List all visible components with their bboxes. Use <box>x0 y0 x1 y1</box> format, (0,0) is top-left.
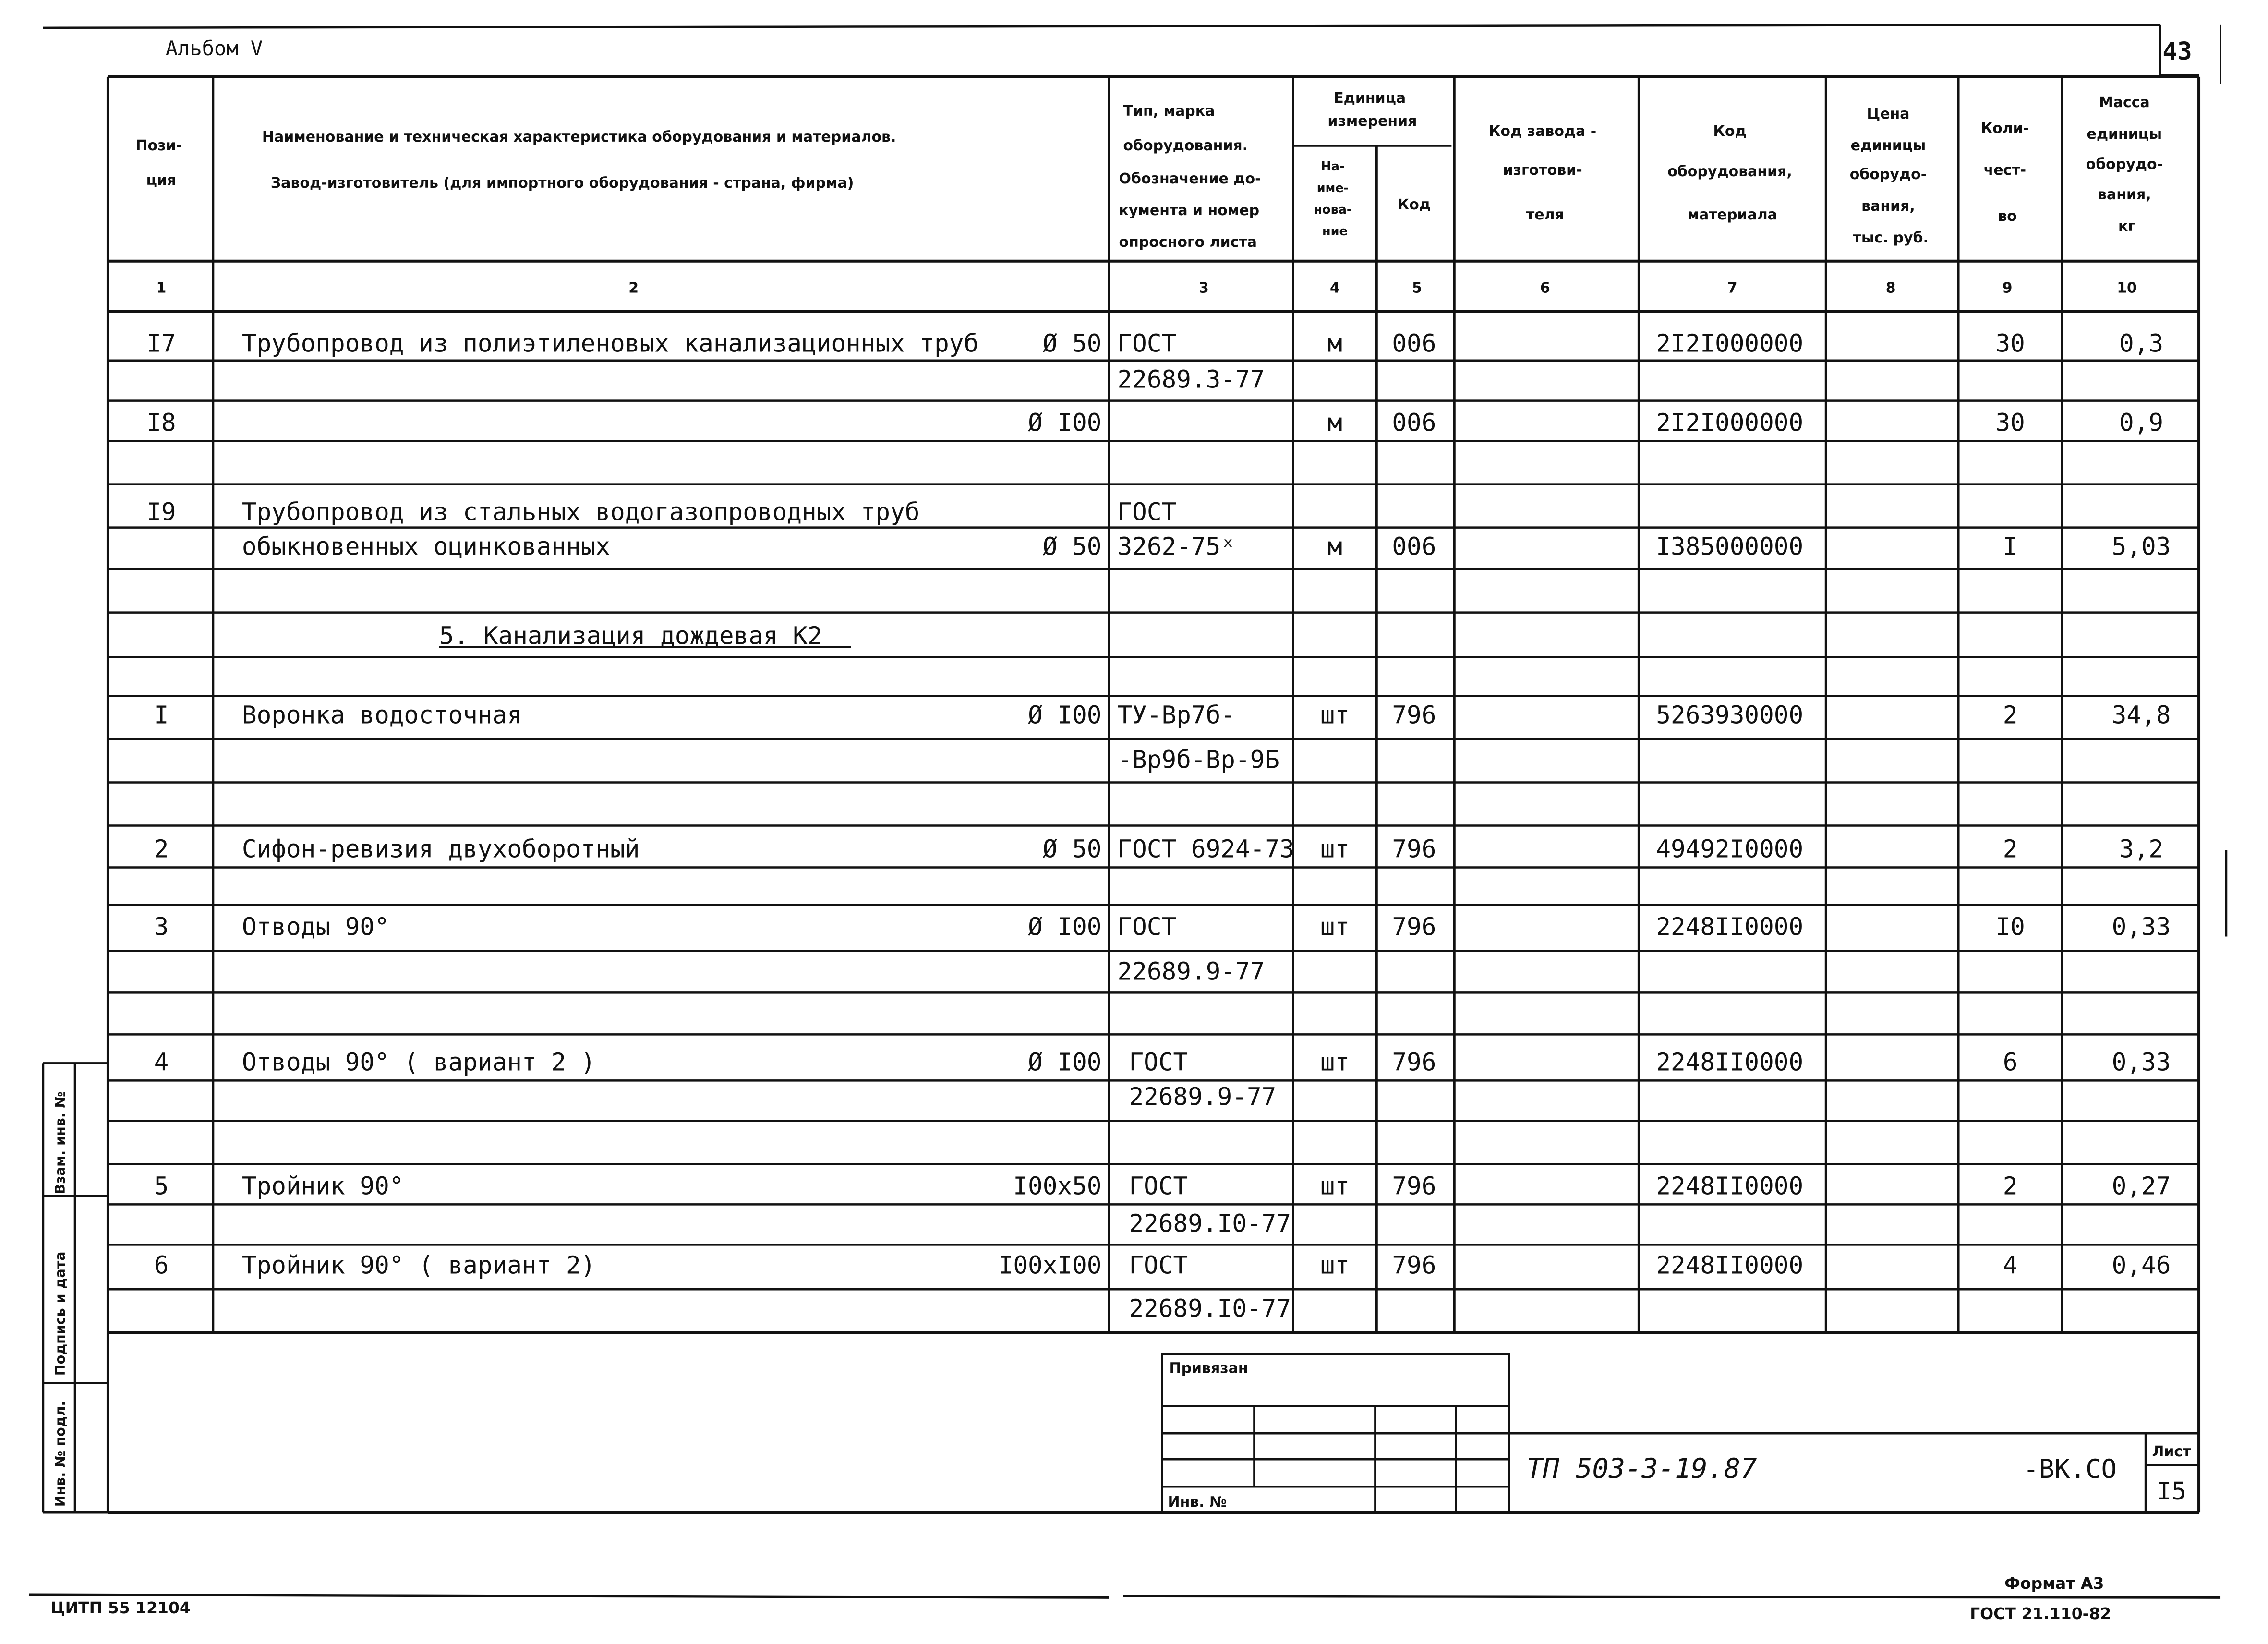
cell-doc: 22689.I0-77 <box>1129 1209 1291 1238</box>
cell-qty: 2 <box>2003 835 2018 864</box>
cell-mass: 0,46 <box>2111 1251 2171 1280</box>
col-number: 9 <box>2002 279 2013 297</box>
cell-unit: м <box>1327 409 1342 437</box>
cell-doc: 22689.9-77 <box>1129 1083 1277 1112</box>
header-quantity: Коли- чест- во <box>1980 120 2029 225</box>
table-row <box>1129 1209 1291 1238</box>
cell-size: Ø 50 <box>1042 532 1102 561</box>
cell-name: Трубопровод из полиэтиленовых канализационных труб <box>241 329 979 358</box>
column-headers <box>135 90 2168 251</box>
cell-mass: 34,8 <box>2111 701 2171 730</box>
cell-doc: ГОСТ <box>1129 1251 1188 1280</box>
header-unit-code: Код <box>1397 196 1431 213</box>
cell-qty: 30 <box>1995 329 2025 358</box>
cell-mass: 5,03 <box>2111 532 2171 561</box>
cell-pos: 3 <box>154 913 169 942</box>
cell-mass: 0,27 <box>2111 1172 2171 1201</box>
cell-unit-code: 796 <box>1392 701 1436 730</box>
side-label-signature: Подпись и дата <box>52 1251 68 1376</box>
cell-unit-code: 006 <box>1392 532 1436 561</box>
col-number: 1 <box>156 279 167 297</box>
cell-size: I00x50 <box>1013 1172 1102 1201</box>
cell-size: Ø I00 <box>1028 1048 1102 1077</box>
cell-unit: шт <box>1320 913 1350 942</box>
cell-material-code: I385000000 <box>1656 532 1804 561</box>
cell-doc: ГОСТ <box>1129 1172 1188 1201</box>
column-number-row <box>156 280 2136 297</box>
cell-doc: -Вр9б-Вр-9Б <box>1117 746 1280 774</box>
table-row <box>146 330 2163 358</box>
cell-mass: 3,2 <box>2119 835 2164 864</box>
cell-mass: 0,33 <box>2111 913 2171 942</box>
cell-doc: 22689.I0-77 <box>1129 1294 1291 1323</box>
table-row <box>146 409 2163 437</box>
table-row <box>154 701 2171 730</box>
col-number: 7 <box>1727 279 1737 297</box>
cell-material-code: 2I2I000000 <box>1656 329 1804 358</box>
header-mass: Масса единицы оборудо- вания, кг <box>2086 94 2163 235</box>
col-number: 5 <box>1411 279 1422 297</box>
cell-material-code: 2248II0000 <box>1656 913 1804 942</box>
cell-unit: шт <box>1320 1048 1350 1077</box>
document-code: -ВК.СО <box>2023 1454 2117 1485</box>
cell-unit: шт <box>1320 701 1350 730</box>
cell-doc: ГОСТ 6924-73 <box>1117 835 1294 864</box>
col-number: 4 <box>1329 279 1340 297</box>
side-label-vzam: Взам. инв. № <box>52 1091 68 1195</box>
table-row <box>154 835 2164 863</box>
cell-pos: 6 <box>154 1251 169 1280</box>
cell-name: Тройник 90° <box>241 1172 404 1201</box>
header-price: Цена единицы оборудо- вания, тыс. руб. <box>1849 105 1929 246</box>
cell-name: Воронка водосточная <box>241 701 522 730</box>
top-border <box>43 25 2220 84</box>
cell-material-code: 49492I0000 <box>1656 835 1804 864</box>
printer-code: ЦИТП 55 12104 <box>50 1598 191 1618</box>
side-label-inv: Инв. № подл. <box>52 1401 68 1507</box>
cell-mass: 0,33 <box>2111 1048 2171 1077</box>
table-row <box>1129 1294 1291 1323</box>
cell-pos: I8 <box>146 409 176 437</box>
cell-material-code: 2248II0000 <box>1656 1251 1804 1280</box>
col-number: 2 <box>628 279 639 297</box>
document-designation: ТП 503-3-19.87 <box>1526 1453 1757 1485</box>
cell-size: Ø 50 <box>1042 329 1102 358</box>
cell-qty: 2 <box>2003 1172 2018 1201</box>
album-label: Альбом V <box>165 36 263 60</box>
cell-qty: I0 <box>1995 913 2025 942</box>
cell-size: I00xI00 <box>998 1251 1102 1280</box>
table-row <box>154 1251 2171 1280</box>
table-row <box>1118 746 1280 774</box>
cell-doc: ГОСТ <box>1117 913 1177 942</box>
stamp-box <box>1162 1354 2199 1512</box>
cell-name: Трубопровод из стальных водогазопроводных труб <box>241 498 920 527</box>
col-number: 8 <box>1885 279 1896 297</box>
cell-doc: ГОСТ <box>1117 498 1177 527</box>
cell-unit: шт <box>1320 1172 1350 1201</box>
cell-unit-code: 796 <box>1392 1172 1436 1201</box>
section-heading: 5. Канализация дождевая К2 <box>439 622 822 651</box>
cell-qty: 2 <box>2003 701 2018 730</box>
table-row <box>154 1172 2171 1200</box>
cell-name: Сифон-ревизия двухоборотный <box>241 835 640 864</box>
table-row <box>154 1048 2171 1076</box>
stamp-label: Привязан <box>1169 1360 1248 1377</box>
cell-unit-code: 796 <box>1392 1251 1436 1280</box>
cell-material-code: 2248II0000 <box>1656 1172 1804 1201</box>
cell-size: Ø I00 <box>1028 701 1102 730</box>
col-number: 3 <box>1199 279 1209 297</box>
cell-doc: ГОСТ <box>1129 1048 1188 1077</box>
header-position: Пози- ция <box>135 137 182 189</box>
page-number: 43 <box>2162 37 2192 66</box>
sheet-number: I5 <box>2157 1477 2186 1506</box>
cell-size: Ø 50 <box>1042 835 1102 864</box>
cell-size: Ø I00 <box>1028 913 1102 942</box>
standard-label: ГОСТ 21.110-82 <box>1970 1604 2111 1623</box>
cell-size: Ø I00 <box>1028 409 1102 437</box>
cell-doc: 22689.3-77 <box>1117 365 1265 394</box>
cell-unit-code: 796 <box>1392 1048 1436 1077</box>
cell-unit-code: 006 <box>1392 329 1436 358</box>
cell-pos: 2 <box>154 835 169 864</box>
header-type-doc: Тип, марка оборудования. Обозначение до- кумента и номер опросного листа <box>1119 102 1261 251</box>
header-factory-code: Код завода - изготови- теля <box>1488 122 1597 223</box>
table-row <box>1118 957 1265 986</box>
col-number: 6 <box>1540 279 1550 297</box>
cell-doc: 22689.9-77 <box>1117 957 1265 986</box>
cell-unit: м <box>1327 329 1342 358</box>
cell-unit-code: 796 <box>1392 913 1436 942</box>
cell-name: Тройник 90° ( вариант 2) <box>241 1251 596 1280</box>
table-row <box>146 498 1176 527</box>
cell-doc: ГОСТ <box>1117 329 1177 358</box>
header-unit-group: Единица измерения <box>1327 89 1417 130</box>
cell-doc: 3262-75ˣ <box>1117 532 1236 561</box>
cell-unit: м <box>1327 532 1342 561</box>
cell-unit: шт <box>1320 1251 1350 1280</box>
cell-pos: I9 <box>146 498 176 527</box>
cell-name: Отводы 90° ( вариант 2 ) <box>241 1048 596 1077</box>
header-unit-name: На- име- нова- ние <box>1314 159 1352 239</box>
cell-unit-code: 006 <box>1392 409 1436 437</box>
cell-qty: 6 <box>2003 1048 2018 1077</box>
cell-name: Отводы 90° <box>241 913 389 942</box>
cell-unit-code: 796 <box>1392 835 1436 864</box>
cell-name: обыкновенных оцинкованных <box>241 532 611 561</box>
cell-qty: 4 <box>2003 1251 2018 1280</box>
cell-pos: 5 <box>154 1172 169 1201</box>
cell-material-code: 2I2I000000 <box>1656 409 1804 437</box>
table-row <box>1129 1083 1277 1111</box>
header-material-code: Код оборудования, материала <box>1667 122 1792 223</box>
format-label: Формат А3 <box>2004 1574 2104 1593</box>
inventory-label: Инв. № <box>1168 1494 1227 1511</box>
table-row <box>1118 366 1265 394</box>
cell-unit: шт <box>1320 835 1350 864</box>
cell-material-code: 2248II0000 <box>1656 1048 1804 1077</box>
footer-lines <box>29 1595 2220 1597</box>
cell-qty: 30 <box>1995 409 2025 437</box>
header-name: Наименование и техническая характеристика оборудования и материалов. Завод-изготовитель (для импортного оборудования - страна, фирма) <box>262 128 896 192</box>
cell-pos: I <box>154 701 169 730</box>
sheet-label: Лист <box>2152 1443 2191 1461</box>
table-row <box>242 533 2171 561</box>
col-number: 10 <box>2117 279 2137 297</box>
cell-material-code: 5263930000 <box>1656 701 1804 730</box>
cell-qty: I <box>2003 532 2018 561</box>
cell-doc: ТУ-Вр7б- <box>1117 701 1236 730</box>
table-row <box>154 913 2171 941</box>
cell-pos: 4 <box>154 1048 169 1077</box>
cell-mass: 0,3 <box>2119 329 2164 358</box>
cell-pos: I7 <box>146 329 176 358</box>
cell-mass: 0,9 <box>2119 409 2164 437</box>
